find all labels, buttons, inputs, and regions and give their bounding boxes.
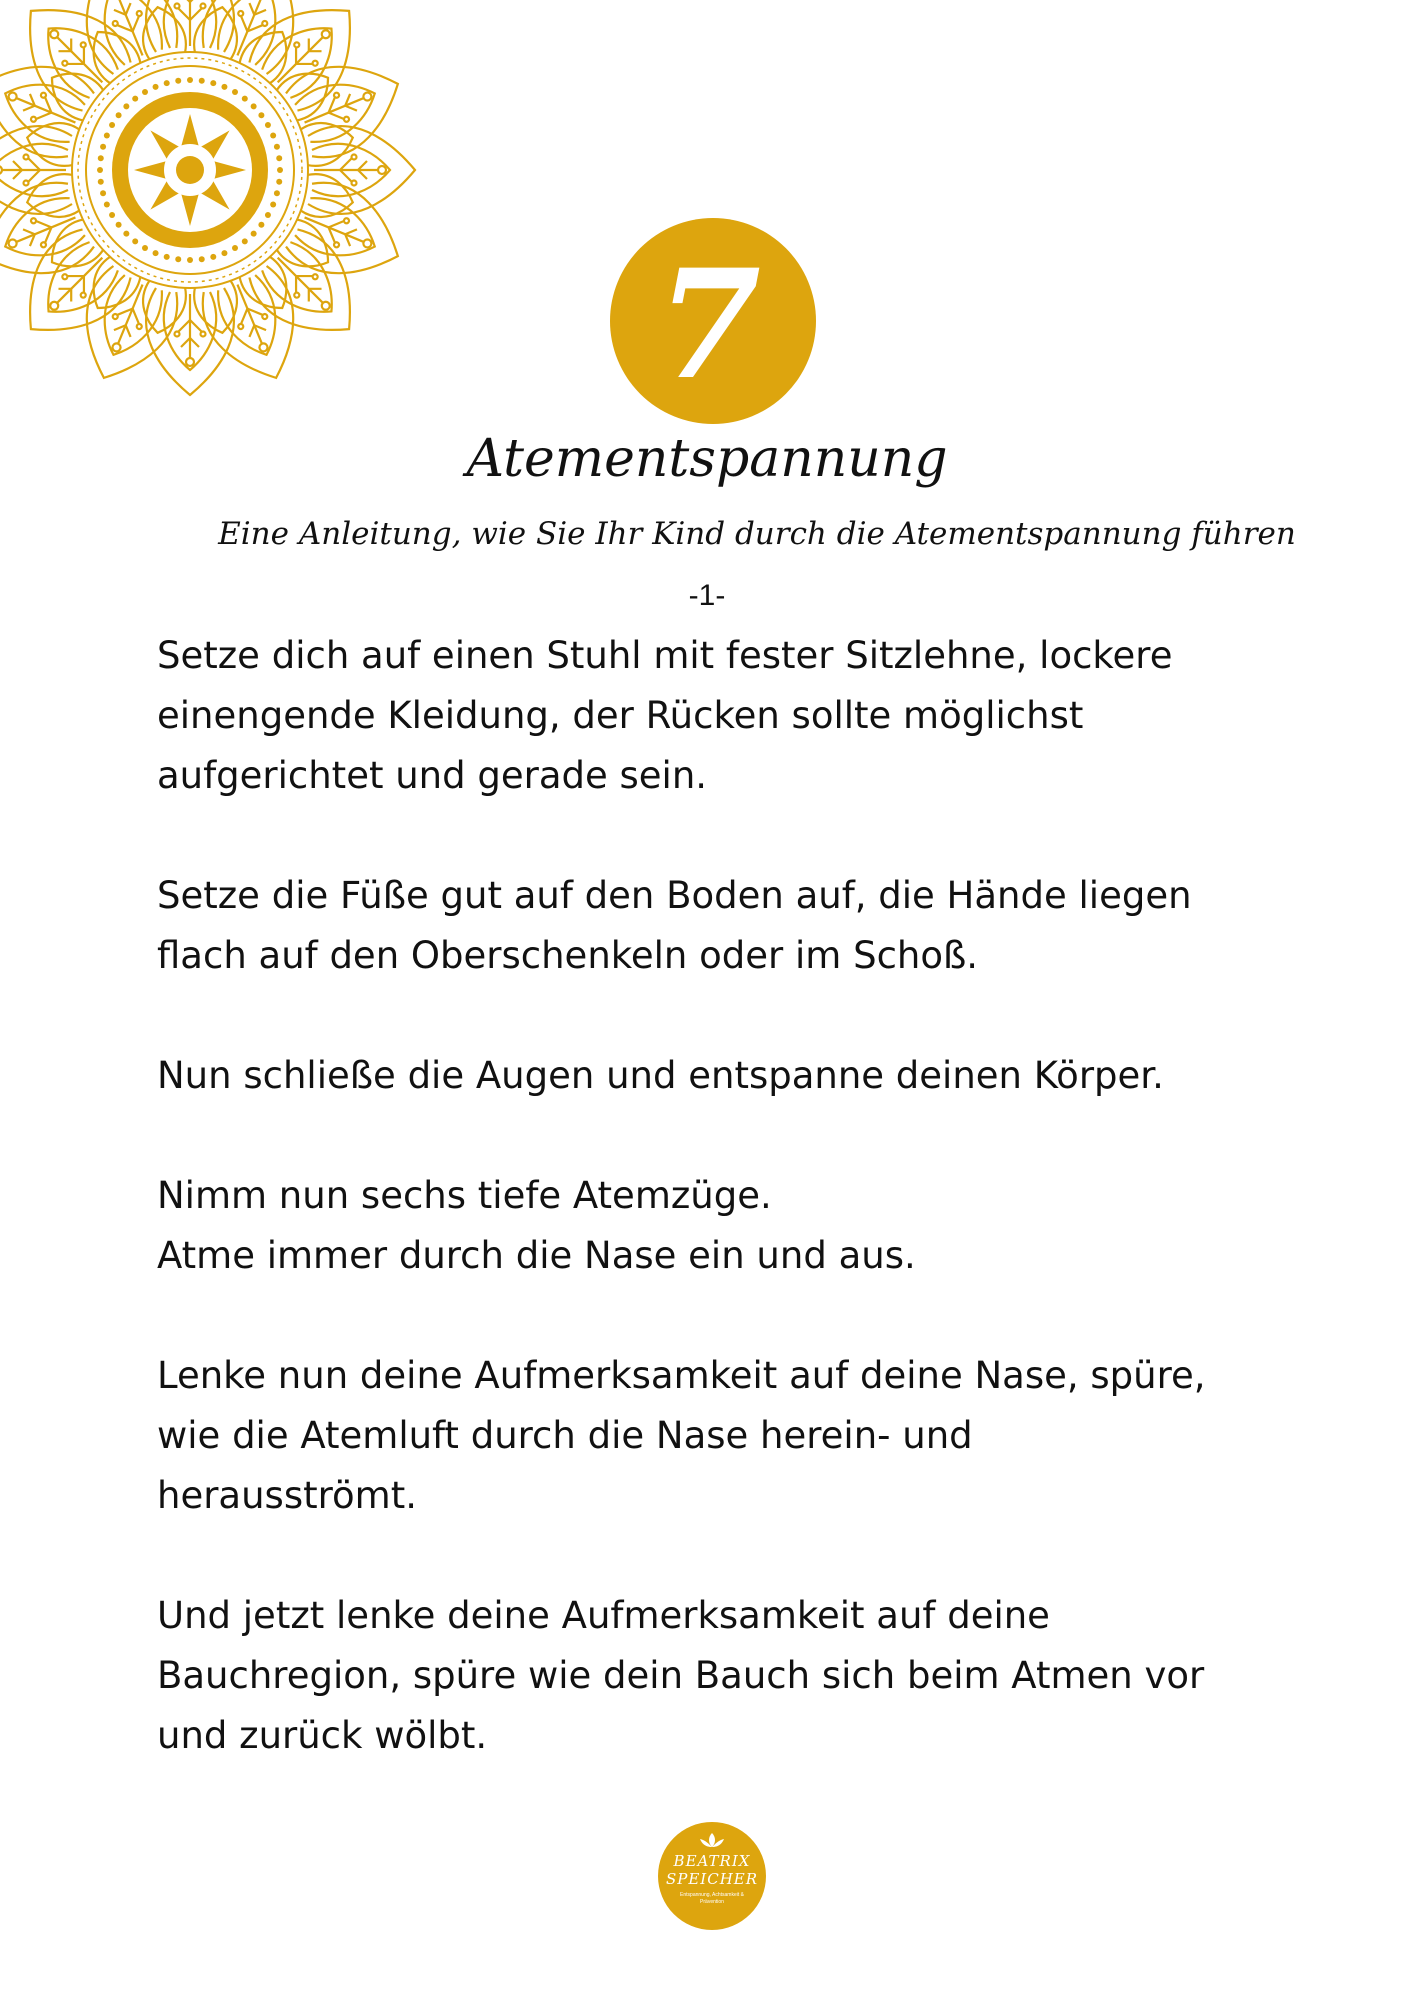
paragraph: Lenke nun deine Aufmerksamkeit auf deine Nase, spüre, wie die Atemluft durch die Nase herein- und herausströmt. xyxy=(157,1354,1206,1517)
page-subtitle: Eine Anleitung, wie Sie Ihr Kind durch die Atementspannung führen xyxy=(218,516,1296,552)
logo-tagline: Entspannung, Achtsamkeit & Prävention xyxy=(680,1892,744,1905)
paragraph: Nimm nun sechs tiefe Atemzüge. Atme immer durch die Nase ein und aus. xyxy=(157,1174,916,1277)
section-number: 7 xyxy=(656,237,762,413)
mandala-icon xyxy=(0,0,420,400)
instruction-text xyxy=(157,626,1277,1826)
logo-name-first: BEATRIX xyxy=(673,1852,751,1870)
logo-name-last: SPEICHER xyxy=(665,1870,759,1888)
lotus-icon xyxy=(699,1832,725,1848)
paragraph: Setze die Füße gut auf den Boden auf, die Hände liegen flach auf den Oberschenkeln oder im Schoß. xyxy=(157,874,1192,977)
page-title: Atementspannung xyxy=(466,429,948,489)
paragraph: Setze dich auf einen Stuhl mit fester Sitzlehne, lockere einengende Kleidung, der Rücken sollte möglichst aufgerichtet und gerade sein. xyxy=(157,634,1173,797)
page-number: -1- xyxy=(688,579,726,612)
brand-logo xyxy=(658,1822,766,1930)
number-badge xyxy=(610,218,816,424)
paragraph: Und jetzt lenke deine Aufmerksamkeit auf deine Bauchregion, spüre wie dein Bauch sich beim Atmen vor und zurück wölbt. xyxy=(157,1594,1205,1757)
paragraph: Nun schließe die Augen und entspanne deinen Körper. xyxy=(157,1054,1164,1097)
